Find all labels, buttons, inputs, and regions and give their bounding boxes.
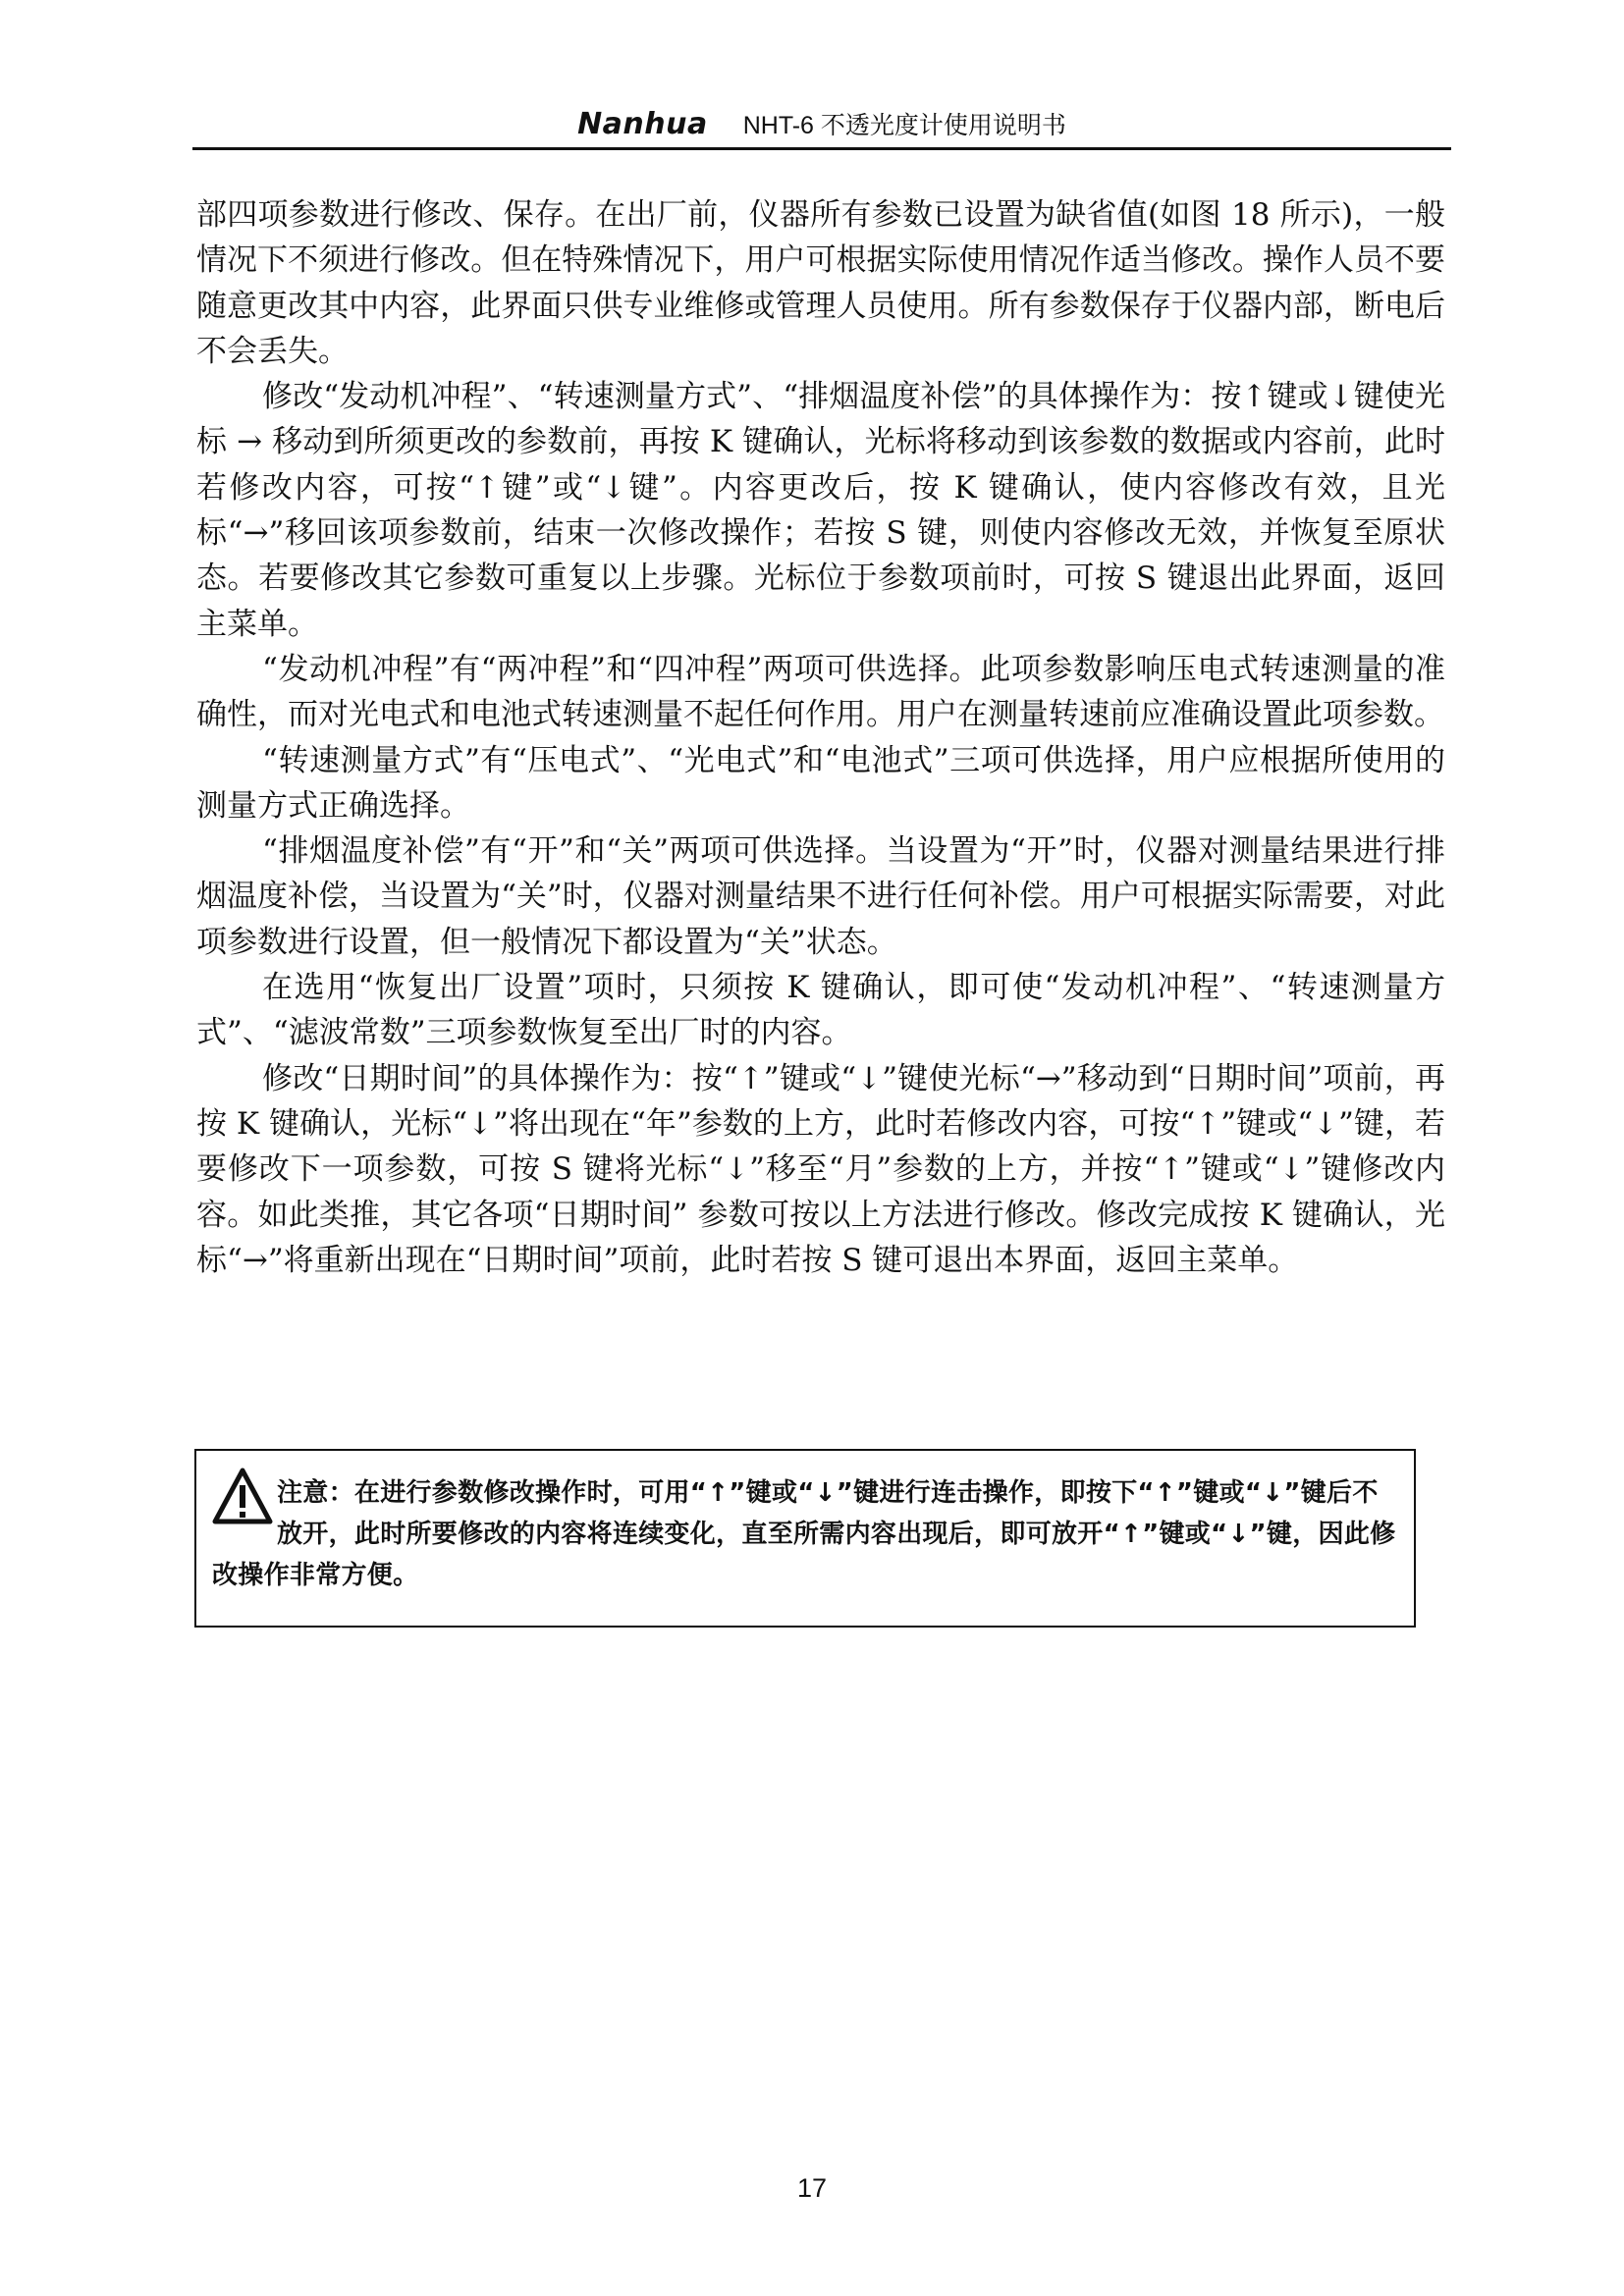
header-inner	[577, 106, 1066, 147]
warning-icon	[212, 1467, 273, 1525]
paragraph-5: “排烟温度补偿”有“开”和“关”两项可供选择。当设置为“开”时，仪器对测量结果进行排烟温度补偿，当设置为“关”时，仪器对测量结果不进行任何补偿。用户可根据实际需要，对此项参数进行设置，但一般情况下都设置为“关”状态。	[196, 833, 1445, 960]
paragraph-3: “发动机冲程”有“两冲程”和“四冲程”两项可供选择。此项参数影响压电式转速测量的准确性，而对光电式和电池式转速测量不起任何作用。用户在测量转速前应准确设置此项参数。	[196, 651, 1445, 733]
notice-box	[194, 1449, 1416, 1628]
document-title: NHT-6 不透光度计使用说明书	[742, 112, 1066, 139]
paragraph-1: 部四项参数进行修改、保存。在出厂前，仪器所有参数已设置为缺省值(如图 18 所示)，一般情况下不须进行修改。但在特殊情况下，用户可根据实际使用情况作适当修改。操作人员不要随意更改其中内容，此界面只供专业维修或管理人员使用。所有参数保存于仪器内部，断电后不会丢失。	[196, 197, 1445, 369]
paragraph-7: 修改“日期时间”的具体操作为：按“↑”键或“↓”键使光标“→”移动到“日期时间”项前，再按 K 键确认，光标“↓”将出现在“年”参数的上方，此时若修改内容，可按“↑”键或“↓”键，若要修改下一项参数，可按 S 键将光标“↓”移至“月”参数的上方，并按“↑”键或“↓”键修改内容。如此类推，其它各项“日期时间” 参数可按以上方法进行修改。修改完成按 K 键确认，光标“→”将重新出现在“日期时间”项前，此时若按 S 键可退出本界面，返回主菜单。	[196, 1060, 1445, 1278]
page-header	[192, 106, 1451, 150]
body-text	[196, 192, 1445, 1283]
paragraph-2: 修改“发动机冲程”、“转速测量方式”、“排烟温度补偿”的具体操作为：按↑键或↓键使光标 → 移动到所须更改的参数前，再按 K 键确认，光标将移动到该参数的数据或内容前，此时若修改内容，可按“↑键”或“↓键”。内容更改后，按 K 键确认，使内容修改有效，且光标“→”移回该项参数前，结束一次修改操作；若按 S 键，则使内容修改无效，并恢复至原状态。若要修改其它参数可重复以上步骤。光标位于参数项前时，可按 S 键退出此界面，返回主菜单。	[196, 379, 1445, 642]
page-number: 17	[796, 2173, 828, 2203]
brand-logo: Nanhua	[577, 107, 708, 141]
paragraph-6: 在选用“恢复出厂设置”项时，只须按 K 键确认，即可使“发动机冲程”、“转速测量方式”、“滤波常数”三项参数恢复至出厂时的内容。	[196, 970, 1445, 1051]
notice-text: 注意：在进行参数修改操作时，可用“↑”键或“↓”键进行连击操作，即按下“↑”键或“↓”键后不放开，此时所要修改的内容将连续变化，直至所需内容出现后，即可放开“↑”键或“↓”键，因此修改操作非常方便。	[212, 1478, 1396, 1590]
paragraph-4: “转速测量方式”有“压电式”、“光电式”和“电池式”三项可供选择，用户应根据所使用的测量方式正确选择。	[196, 742, 1445, 824]
